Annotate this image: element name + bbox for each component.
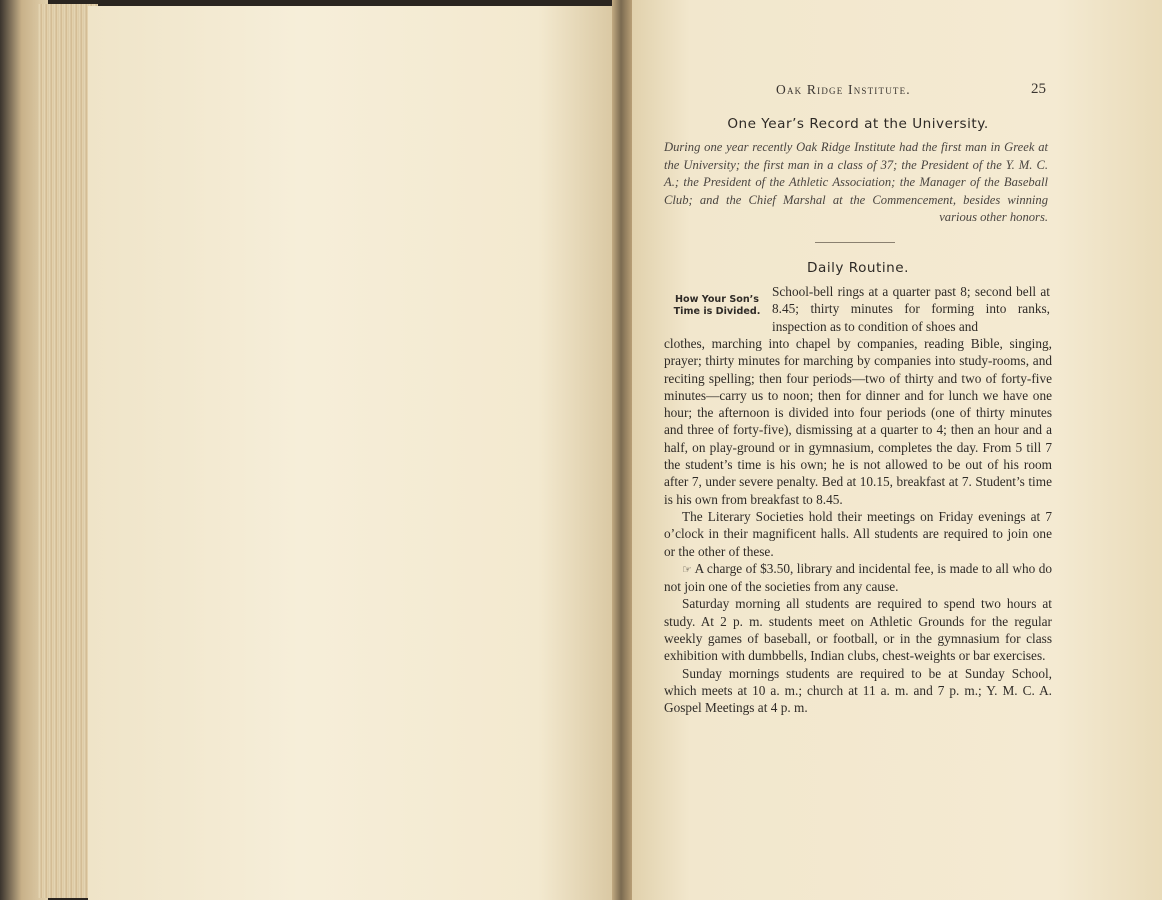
side-note: How Your Son’s Time is Divided. [673,294,761,317]
left-page-blank [88,6,618,900]
routine-body [664,335,1052,717]
routine-paragraph-1: clothes, marching into chapel by companies, reading Bible, singing, prayer; thirty minutes for marching by companies into study-rooms, and reciting spelling; then four periods—two of thirty and two of forty-five minutes—carry us to noon; then for dinner and for lunch we have one hour; the afternoon is divided into four periods (one of thirty minutes and three of forty-five), dismissing at a quarter to 4; then an hour and a half, on play-ground or in gymnasium, completes the day. From 5 till 7 the student’s time is his own; he is not allowed to be out of his room after 7, under severe penalty. Bed at 10.15, breakfast at 7. Student’s time is his own from breakfast to 8.45. [664,336,1052,507]
routine-paragraph-3-text: A charge of $3.50, library and incidental fee, is made to all who do not join one of the societies from any cause. [664,560,1053,595]
book-gutter [612,0,632,900]
record-heading: One Year’s Record at the University. [727,116,989,132]
record-paragraph: During one year recently Oak Ridge Institute had the first man in Greek at the University; the first man in a class of 37; the President of the Y. M. C. A.; the President of the Athletic Association; the Manager of the Baseball Club; and the Chief Marshal at the Commencement, besides winning various other honors. [664,140,1048,225]
running-head: Oak Ridge Institute. [776,82,911,97]
page-number: 25 [1031,81,1046,97]
routine-paragraph-4: Saturday morning all students are required to spend two hours at study. At 2 p. m. students meet on Athletic Grounds for the regular weekly games of baseball, or football, or in the gymnasium for class exhibition with dumbbells, Indian clubs, chest-weights or bar exercises. [664,596,1052,664]
routine-paragraph-3 [664,560,1052,596]
routine-paragraph-2: The Literary Societies hold their meetings on Friday evenings at 7 o’clock in their magnificent halls. All students are required to join one or the other of these. [664,508,1052,559]
routine-paragraph-5: Sunday mornings students are required to be at Sunday School, which meets at 10 a. m.; church at 11 a. m. and 7 p. m.; Y. M. C. A. Gospel Meetings at 4 p. m. [664,665,1052,716]
pointing-hand-icon: ☞ [682,562,692,576]
section-divider [815,242,895,243]
routine-first-lines: School-bell rings at a quarter past 8; second bell at 8.45; thirty minutes for forming into ranks, inspection as to condition of shoes and [772,284,1050,334]
routine-heading: Daily Routine. [807,260,909,276]
